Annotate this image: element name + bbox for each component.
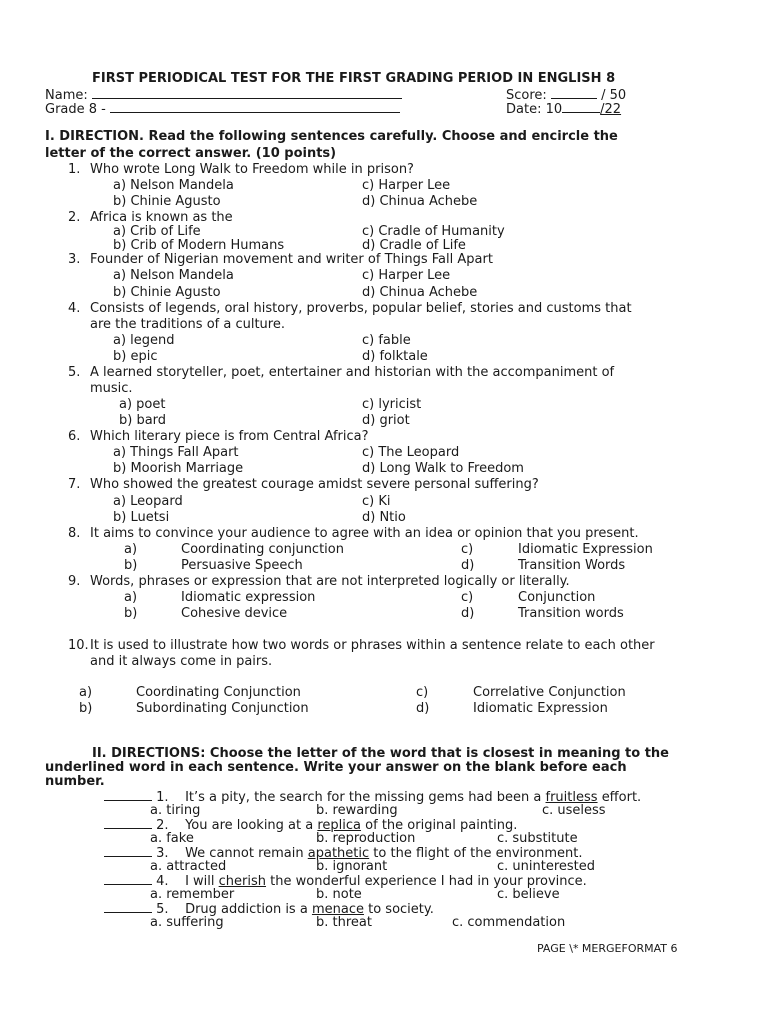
question-text: Who wrote Long Walk to Freedom while in prison?	[90, 162, 414, 177]
choice-b[interactable]: b. note	[316, 887, 362, 902]
question-number: 5.	[68, 365, 81, 380]
item-number: 1.	[156, 790, 169, 805]
choice-b[interactable]: b) epic	[113, 349, 158, 364]
choice-c[interactable]: Correlative Conjunction	[473, 685, 626, 700]
choice-c[interactable]: c) fable	[362, 333, 411, 348]
question-text: A learned storyteller, poet, entertainer and historian with the accompaniment of	[90, 365, 615, 380]
choice-b-letter[interactable]: b)	[79, 701, 93, 716]
date-year: /22	[600, 102, 622, 117]
sentence-start: It’s a pity, the search for the missing gems had been a	[185, 790, 542, 805]
choice-d-letter[interactable]: d)	[461, 606, 475, 621]
choice-b[interactable]: Persuasive Speech	[181, 558, 303, 573]
underlined-word: replica	[317, 818, 362, 833]
choice-a[interactable]: Idiomatic expression	[181, 590, 316, 605]
choice-a[interactable]: a) legend	[113, 333, 175, 348]
item-number: 2.	[156, 818, 169, 833]
score-total: / 50	[601, 88, 627, 103]
name-label: Name:	[45, 88, 88, 103]
choice-a[interactable]: a. tiring	[150, 803, 201, 818]
grade-label: Grade 8 -	[45, 102, 106, 117]
choice-c[interactable]: c. uninterested	[497, 859, 596, 874]
choice-a-letter[interactable]: a)	[124, 542, 138, 557]
score-blank[interactable]	[551, 87, 597, 99]
choice-c-letter[interactable]: c)	[461, 590, 474, 605]
question-number: 4.	[68, 301, 81, 316]
choice-a[interactable]: a) Crib of Life	[113, 224, 201, 239]
choice-a[interactable]: a. fake	[150, 831, 194, 846]
choice-c-letter[interactable]: c)	[416, 685, 429, 700]
part2-direction-line2: underlined word in each sentence. Write your answer on the blank before each	[45, 760, 627, 775]
choice-c[interactable]: c) lyricist	[362, 397, 422, 412]
choice-d[interactable]: Transition words	[518, 606, 624, 621]
choice-b[interactable]: b) Chinie Agusto	[113, 285, 221, 300]
sentence-end: to the flight of the environment.	[373, 846, 583, 861]
choice-b[interactable]: b) Moorish Marriage	[113, 461, 244, 476]
question-text-cont: music.	[90, 381, 133, 396]
question-text: Which literary piece is from Central Africa?	[90, 429, 369, 444]
date-label: Date: 10	[506, 102, 563, 117]
choice-c[interactable]: c. useless	[542, 803, 606, 818]
choice-c[interactable]: Conjunction	[518, 590, 596, 605]
choice-a[interactable]: a. attracted	[150, 859, 227, 874]
choice-c[interactable]: c) Ki	[362, 494, 391, 509]
choice-d[interactable]: d) folktale	[362, 349, 428, 364]
sentence-end: of the original painting.	[365, 818, 518, 833]
choice-c[interactable]: c) Cradle of Humanity	[362, 224, 505, 239]
question-text: Consists of legends, oral history, proverbs, popular belief, stories and customs that	[90, 301, 632, 316]
choice-d[interactable]: d) griot	[362, 413, 410, 428]
question-number: 2.	[68, 210, 81, 225]
question-text: Words, phrases or expression that are not interpreted logically or literally.	[90, 574, 570, 589]
choice-b[interactable]: b) Crib of Modern Humans	[113, 238, 285, 253]
name-blank[interactable]	[92, 87, 402, 99]
choice-a[interactable]: a) Leopard	[113, 494, 183, 509]
choice-b[interactable]: b. ignorant	[316, 859, 388, 874]
choice-b[interactable]: b. threat	[316, 915, 372, 930]
choice-a[interactable]: Coordinating Conjunction	[136, 685, 301, 700]
question-number: 7.	[68, 477, 81, 492]
sentence-start: You are looking at a	[185, 818, 314, 833]
answer-blank[interactable]	[104, 789, 152, 801]
choice-a-letter[interactable]: a)	[79, 685, 93, 700]
choice-b[interactable]: b) bard	[119, 413, 167, 428]
answer-blank[interactable]	[104, 817, 152, 829]
choice-d-letter[interactable]: d)	[461, 558, 475, 573]
choice-b[interactable]: Cohesive device	[181, 606, 288, 621]
choice-d-letter[interactable]: d)	[416, 701, 430, 716]
part2-direction-line1: II. DIRECTIONS: Choose the letter of the word that is closest in meaning to the	[92, 746, 669, 761]
page-number-field: PAGE \* MERGEFORMAT 6	[537, 942, 678, 955]
choice-c[interactable]: c. commendation	[452, 915, 566, 930]
item-number: 4.	[156, 874, 169, 889]
date-day-blank[interactable]	[562, 101, 600, 113]
choice-d[interactable]: d) Ntio	[362, 510, 406, 525]
choice-a[interactable]: a) Nelson Mandela	[113, 268, 234, 283]
choice-b[interactable]: Subordinating Conjunction	[136, 701, 309, 716]
choice-a-letter[interactable]: a)	[124, 590, 138, 605]
answer-blank[interactable]	[104, 873, 152, 885]
question-number: 10.	[68, 638, 89, 653]
question-text: It is used to illustrate how two words or phrases within a sentence relate to each other	[90, 638, 655, 653]
choice-a[interactable]: a. remember	[150, 887, 235, 902]
question-number: 1.	[68, 162, 81, 177]
part1-direction-line1: I. DIRECTION. Read the following sentences carefully. Choose and encircle the	[45, 129, 618, 144]
date-field[interactable]	[506, 101, 621, 117]
sentence-end: to society.	[368, 902, 434, 917]
underlined-word: fruitless	[545, 790, 598, 805]
choice-d[interactable]: d) Cradle of Life	[362, 238, 466, 253]
question-number: 9.	[68, 574, 81, 589]
sentence-start: We cannot remain	[185, 846, 304, 861]
choice-a[interactable]: a) Things Fall Apart	[113, 445, 239, 460]
choice-d[interactable]: Transition Words	[518, 558, 626, 573]
choice-b[interactable]: b. rewarding	[316, 803, 398, 818]
part2-direction-line3: number.	[45, 774, 105, 789]
choice-b-letter[interactable]: b)	[124, 606, 138, 621]
question-text-cont: are the traditions of a culture.	[90, 317, 285, 332]
choice-c[interactable]: c) Harper Lee	[362, 268, 451, 283]
choice-b-letter[interactable]: b)	[124, 558, 138, 573]
answer-blank[interactable]	[104, 845, 152, 857]
underlined-word: apathetic	[307, 846, 370, 861]
choice-a[interactable]: a) poet	[119, 397, 166, 412]
choice-c[interactable]: Idiomatic Expression	[518, 542, 653, 557]
question-text: Africa is known as the	[90, 210, 233, 225]
grade-field[interactable]	[45, 101, 400, 117]
section-blank[interactable]	[110, 101, 400, 113]
choice-c[interactable]: c. substitute	[497, 831, 578, 846]
underlined-word: menace	[311, 902, 364, 917]
answer-blank[interactable]	[104, 901, 152, 913]
question-text: Founder of Nigerian movement and writer of Things Fall Apart	[90, 252, 493, 267]
choice-b[interactable]: b) Luetsi	[113, 510, 170, 525]
choice-b[interactable]: b. reproduction	[316, 831, 416, 846]
choice-c[interactable]: c. believe	[497, 887, 560, 902]
part1-direction-line2: letter of the correct answer. (10 points)	[45, 146, 337, 161]
question-text: It aims to convince your audience to agree with an idea or opinion that you present.	[90, 526, 639, 541]
choice-c[interactable]: c) The Leopard	[362, 445, 460, 460]
sentence-end: the wonderful experience I had in your province.	[270, 874, 587, 889]
question-text-cont: and it always come in pairs.	[90, 654, 273, 669]
choice-d[interactable]: d) Chinua Achebe	[362, 285, 478, 300]
choice-a[interactable]: Coordinating conjunction	[181, 542, 344, 557]
choice-d[interactable]: Idiomatic Expression	[473, 701, 608, 716]
score-label: Score:	[506, 88, 547, 103]
underlined-word: cherish	[218, 874, 267, 889]
item-number: 3.	[156, 846, 169, 861]
question-number: 8.	[68, 526, 81, 541]
question-number: 3.	[68, 252, 81, 267]
choice-d[interactable]: d) Long Walk to Freedom	[362, 461, 524, 476]
sentence-start: I will	[185, 874, 215, 889]
question-number: 6.	[68, 429, 81, 444]
sentence-end: effort.	[601, 790, 642, 805]
choice-b[interactable]: b) Chinie Agusto	[113, 194, 221, 209]
item-number: 5.	[156, 902, 169, 917]
choice-d[interactable]: d) Chinua Achebe	[362, 194, 478, 209]
choice-c-letter[interactable]: c)	[461, 542, 474, 557]
choice-a[interactable]: a) Nelson Mandela	[113, 178, 234, 193]
choice-c[interactable]: c) Harper Lee	[362, 178, 451, 193]
sentence-start: Drug addiction is a	[185, 902, 308, 917]
choice-a[interactable]: a. suffering	[150, 915, 224, 930]
question-text: Who showed the greatest courage amidst severe personal suffering?	[90, 477, 539, 492]
test-title: FIRST PERIODICAL TEST FOR THE FIRST GRADING PERIOD IN ENGLISH 8	[92, 71, 616, 86]
